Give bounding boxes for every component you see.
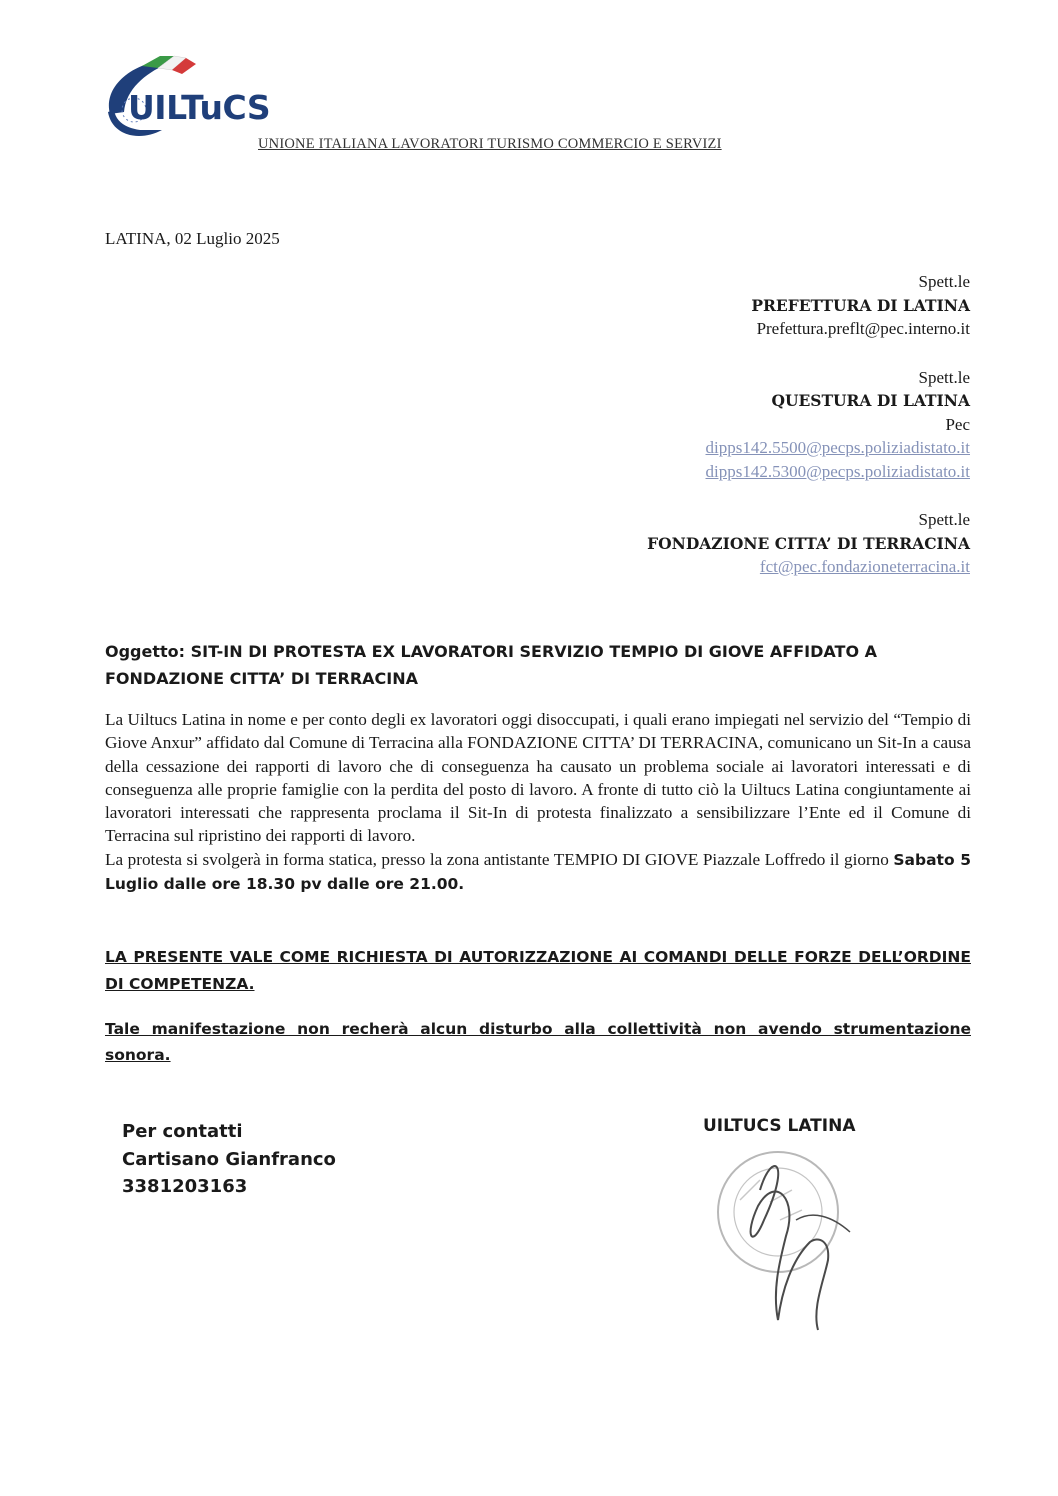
recipient-fondazione [647, 508, 970, 579]
signature-label: UILTUCS LATINA [703, 1116, 856, 1136]
contact-label: Per contatti [122, 1121, 243, 1142]
letter-date: LATINA, 02 Luglio 2025 [105, 229, 280, 248]
letter-body [105, 708, 971, 896]
recipient-name: PREFETTURA DI LATINA [751, 295, 970, 315]
event-datetime: Sabato 5 Luglio dalle ore 18.30 pv dalle ore 21.00. [105, 850, 971, 894]
recipient-prefettura [647, 270, 970, 341]
contact-block [122, 1118, 336, 1201]
recipient-salutation: Spett.le [918, 510, 970, 529]
recipient-email: Prefettura.preflt@pec.interno.it [756, 319, 970, 338]
recipient-name: FONDAZIONE CITTA’ DI TERRACINA [647, 533, 970, 553]
authorization-notice: LA PRESENTE VALE COME RICHIESTA DI AUTORIZZAZIONE AI COMANDI DELLE FORZE DELL’ORDINE DI COMPETENZA. [105, 948, 971, 993]
stamp-icon [700, 1140, 880, 1340]
recipient-email-link[interactable]: dipps142.5500@pecps.poliziadistato.it [705, 438, 970, 457]
stamp-signature [700, 1140, 880, 1340]
organization-name: UNIONE ITALIANA LAVORATORI TURISMO COMMERCIO E SERVIZI [258, 136, 722, 152]
logo-text: UILTuCS [128, 88, 271, 127]
body-paragraph [105, 848, 971, 897]
contact-name: Cartisano Gianfranco [122, 1148, 336, 1170]
recipient-name: QUESTURA DI LATINA [771, 391, 970, 410]
recipient-questura [647, 366, 970, 484]
disturbance-notice: Tale manifestazione non recherà alcun disturbo alla collettività non avendo strumentazione sonora. [105, 1020, 971, 1064]
body-paragraph: La Uiltucs Latina in nome e per conto degli ex lavoratori oggi disoccupati, i quali erano impiegati nel servizio del “Tempio di Giove Anxur” affidato dal Comune di Terracina alla FONDAZIONE CITTA’ DI TERRACINA, comunicano un Sit-In a causa della cessazione dei rapporti di lavoro che di conseguenza ha causato un problema sociale ai lavoratori interessati e di conseguenza alle proprie famiglie con la perdita del posto di lavoro. A fronte di tutto ciò la Uiltucs Latina congiuntamente ai lavoratori interessati che rappresenta proclama il Sit-In di protesta finalizzato a sensibilizzare l’Ente ed il Comune di Terracina sul ripristino dei rapporti di lavoro. [105, 710, 971, 846]
recipient-salutation: Spett.le [918, 272, 970, 291]
letter-subject: Oggetto: SIT-IN DI PROTESTA EX LAVORATORI SERVIZIO TEMPIO DI GIOVE AFFIDATO A FONDAZIONE CITTA’ DI TERRACINA [105, 642, 877, 688]
recipient-salutation: Spett.le [918, 367, 970, 387]
recipient-email-link[interactable]: fct@pec.fondazioneterracina.it [759, 557, 970, 576]
recipients-block [647, 270, 970, 604]
body-paragraph-text: La protesta si svolgerà in forma statica, presso la zona antistante TEMPIO DI GIOVE Piazzale Loffredo il giorno [105, 849, 894, 869]
contact-phone: 3381203163 [122, 1176, 248, 1197]
uiltucs-logo [100, 52, 270, 142]
recipient-email-link[interactable]: dipps142.5300@pecps.poliziadistato.it [705, 461, 970, 481]
recipient-pec-label: Pec [945, 414, 970, 434]
